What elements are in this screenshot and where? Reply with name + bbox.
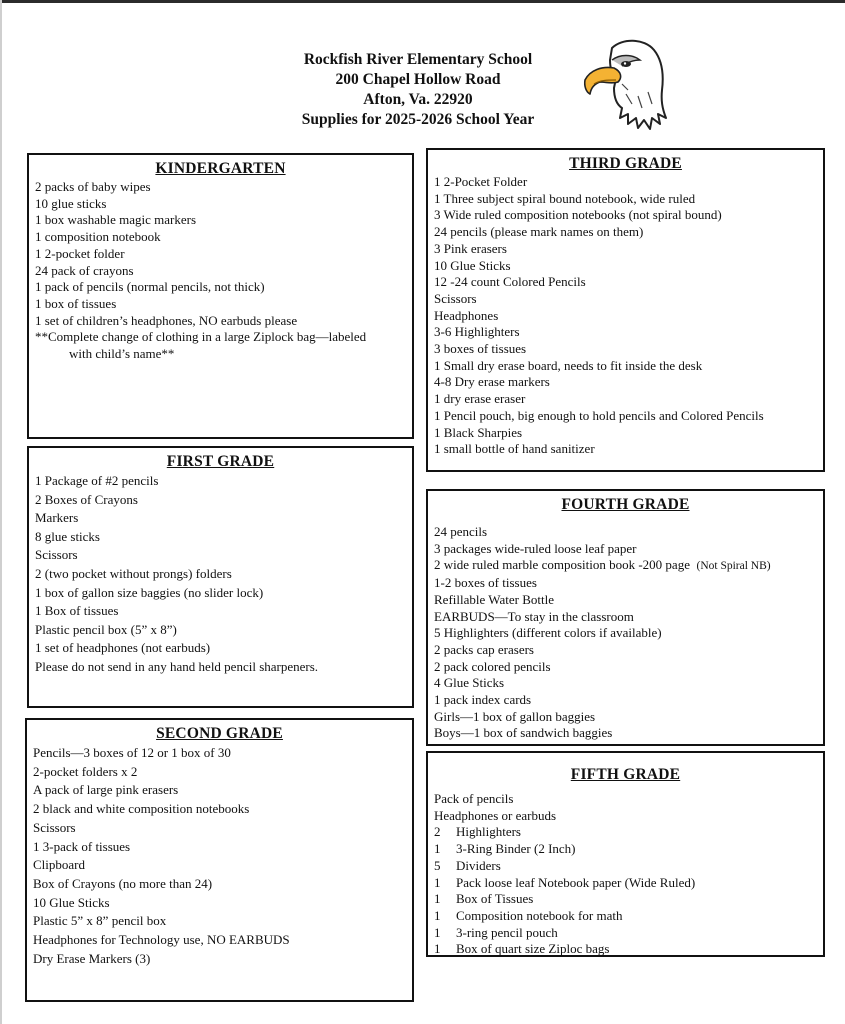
list-item: 1 Black Sharpies bbox=[434, 424, 523, 440]
second-grade-title: SECOND GRADE bbox=[156, 725, 283, 742]
list-item: Plastic pencil box (5” x 8”) bbox=[35, 621, 177, 637]
list-item: 1 Small dry erase board, needs to fit inside the desk bbox=[434, 357, 703, 373]
list-item: 2-pocket folders x 2 bbox=[33, 763, 138, 779]
list-item: Plastic 5” x 8” pencil box bbox=[33, 913, 167, 929]
window-top-border bbox=[0, 0, 845, 3]
list-item: with child’s name** bbox=[69, 346, 175, 362]
list-item: Scissors bbox=[434, 290, 477, 306]
list-item: 2 packs of baby wipes bbox=[35, 179, 151, 194]
list-item: Headphones bbox=[434, 307, 499, 323]
item-quantity: 1 bbox=[434, 907, 441, 923]
list-item: 24 pencils bbox=[434, 524, 488, 539]
list-item: Pencils—3 boxes of 12 or 1 box of 30 bbox=[33, 745, 231, 760]
list-item: A pack of large pink erasers bbox=[33, 782, 179, 798]
list-item: 4 Glue Sticks bbox=[434, 675, 505, 691]
document-title: Supplies for 2025-2026 School Year bbox=[301, 111, 535, 128]
item-quantity: 1 bbox=[434, 924, 441, 940]
list-item: 24 pencils (please mark names on them) bbox=[434, 224, 644, 240]
list-item: 1 box of gallon size baggies (no slider lock) bbox=[35, 584, 264, 600]
list-item bbox=[434, 858, 817, 875]
school-name: Rockfish River Elementary School bbox=[303, 51, 533, 68]
list-item: 3 packages wide-ruled loose leaf paper bbox=[434, 540, 637, 556]
item-quantity: 1 bbox=[434, 891, 441, 907]
eagle-head-icon bbox=[582, 34, 668, 130]
item-quantity: 1 bbox=[434, 874, 441, 890]
list-item: Scissors bbox=[35, 547, 78, 563]
list-item: 3-6 Highlighters bbox=[434, 324, 520, 340]
list-item: Headphones or earbuds bbox=[434, 807, 557, 823]
list-item: 1 2-pocket folder bbox=[35, 245, 125, 261]
list-item bbox=[434, 908, 817, 925]
list-item: 1 small bottle of hand sanitizer bbox=[434, 441, 595, 457]
list-item: Box of Crayons (no more than 24) bbox=[33, 875, 213, 891]
list-item bbox=[434, 824, 817, 841]
list-item bbox=[434, 891, 817, 908]
list-item: 1 Three subject spiral bound notebook, wide ruled bbox=[434, 190, 696, 206]
item-text: Highlighters bbox=[456, 824, 521, 840]
list-item: EARBUDS—To stay in the classroom bbox=[434, 608, 634, 624]
list-item: 10 Glue Sticks bbox=[33, 894, 110, 910]
kindergarten-box bbox=[27, 153, 414, 439]
list-item: Girls—1 box of gallon baggies bbox=[434, 708, 596, 724]
item-quantity: 1 bbox=[434, 941, 441, 957]
list-item: 1 dry erase eraser bbox=[434, 391, 526, 407]
list-item: 2 (two pocket without prongs) folders bbox=[35, 565, 232, 581]
list-item: 3 Pink erasers bbox=[434, 240, 507, 256]
list-item: 1 set of children’s headphones, NO earbuds please bbox=[35, 312, 298, 328]
list-item: 1 2-Pocket Folder bbox=[434, 174, 528, 189]
school-city: Afton, Va. 22920 bbox=[363, 91, 473, 108]
list-item: 3 boxes of tissues bbox=[434, 341, 527, 357]
item-quantity: 2 bbox=[434, 824, 441, 840]
item-text: Dividers bbox=[456, 857, 501, 873]
list-item: 1-2 boxes of tissues bbox=[434, 575, 537, 591]
list-item bbox=[434, 875, 817, 892]
kindergarten-title: KINDERGARTEN bbox=[155, 160, 286, 177]
list-item-text: 2 wide ruled marble composition book -200 page bbox=[434, 557, 690, 573]
list-item: 1 pack index cards bbox=[434, 692, 532, 708]
list-item: 8 glue sticks bbox=[35, 528, 100, 544]
list-item bbox=[434, 941, 817, 958]
second-grade-box bbox=[25, 718, 414, 1002]
list-item: 2 black and white composition notebooks bbox=[33, 801, 250, 817]
list-item: **Complete change of clothing in a large Ziplock bag—labeled bbox=[35, 329, 367, 345]
third-grade-box bbox=[426, 148, 825, 472]
list-item bbox=[434, 557, 817, 575]
list-item: Headphones for Technology use, NO EARBUDS bbox=[33, 932, 290, 948]
list-item: 1 pack of pencils (normal pencils, not thick) bbox=[35, 279, 265, 295]
window-left-border bbox=[0, 0, 2, 1024]
item-text: 3-Ring Binder (2 Inch) bbox=[456, 841, 576, 857]
item-quantity: 1 bbox=[434, 841, 441, 857]
list-item: 3 Wide ruled composition notebooks (not spiral bound) bbox=[434, 207, 722, 223]
first-grade-box bbox=[27, 446, 414, 708]
document-header bbox=[240, 50, 596, 130]
list-item: 1 3-pack of tissues bbox=[33, 838, 131, 854]
first-grade-title: FIRST GRADE bbox=[166, 453, 275, 470]
item-quantity: 5 bbox=[434, 857, 441, 873]
list-item: Pack of pencils bbox=[434, 791, 514, 806]
list-item: 4-8 Dry erase markers bbox=[434, 374, 550, 390]
list-item: 1 composition notebook bbox=[35, 229, 161, 245]
fifth-grade-title: FIFTH GRADE bbox=[570, 766, 681, 783]
list-item: Please do not send in any hand held pencil sharpeners. bbox=[35, 658, 319, 674]
list-item: Boys—1 box of sandwich baggies bbox=[434, 725, 613, 741]
list-item: 1 set of headphones (not earbuds) bbox=[35, 640, 211, 656]
item-text: Box of Tissues bbox=[456, 891, 534, 907]
fourth-grade-box bbox=[426, 489, 825, 746]
list-item: 2 Boxes of Crayons bbox=[35, 491, 138, 507]
list-item: Clipboard bbox=[33, 857, 85, 873]
item-text: Composition notebook for math bbox=[456, 907, 623, 923]
list-item: 2 packs cap erasers bbox=[434, 641, 534, 657]
list-item: 12 -24 count Colored Pencils bbox=[434, 274, 586, 290]
list-item: 1 box washable magic markers bbox=[35, 212, 197, 228]
item-text: 3-ring pencil pouch bbox=[456, 924, 558, 940]
list-item: 5 Highlighters (different colors if available) bbox=[434, 625, 662, 641]
list-item: Markers bbox=[35, 510, 79, 526]
list-item: 1 Pencil pouch, big enough to hold pencils and Colored Pencils bbox=[434, 407, 764, 423]
list-item: 1 box of tissues bbox=[35, 295, 117, 311]
school-street: 200 Chapel Hollow Road bbox=[335, 71, 501, 88]
list-item-note: (Not Spiral NB) bbox=[696, 560, 771, 573]
list-item: 1 Package of #2 pencils bbox=[35, 473, 159, 488]
list-item: Dry Erase Markers (3) bbox=[33, 950, 151, 966]
list-item bbox=[434, 841, 817, 858]
third-grade-title: THIRD GRADE bbox=[569, 155, 682, 172]
list-item: 2 pack colored pencils bbox=[434, 658, 551, 674]
item-text: Box of quart size Ziploc bags bbox=[456, 941, 610, 957]
list-item: 10 Glue Sticks bbox=[434, 257, 511, 273]
list-item: 1 Box of tissues bbox=[35, 603, 119, 619]
fourth-grade-title: FOURTH GRADE bbox=[561, 496, 690, 513]
list-item bbox=[434, 925, 817, 942]
list-item: Refillable Water Bottle bbox=[434, 591, 555, 607]
list-item: 10 glue sticks bbox=[35, 195, 107, 211]
item-text: Pack loose leaf Notebook paper (Wide Ruled) bbox=[456, 874, 696, 890]
list-item: 24 pack of crayons bbox=[35, 262, 134, 278]
list-item: Scissors bbox=[33, 819, 76, 835]
fifth-grade-box bbox=[426, 751, 825, 957]
